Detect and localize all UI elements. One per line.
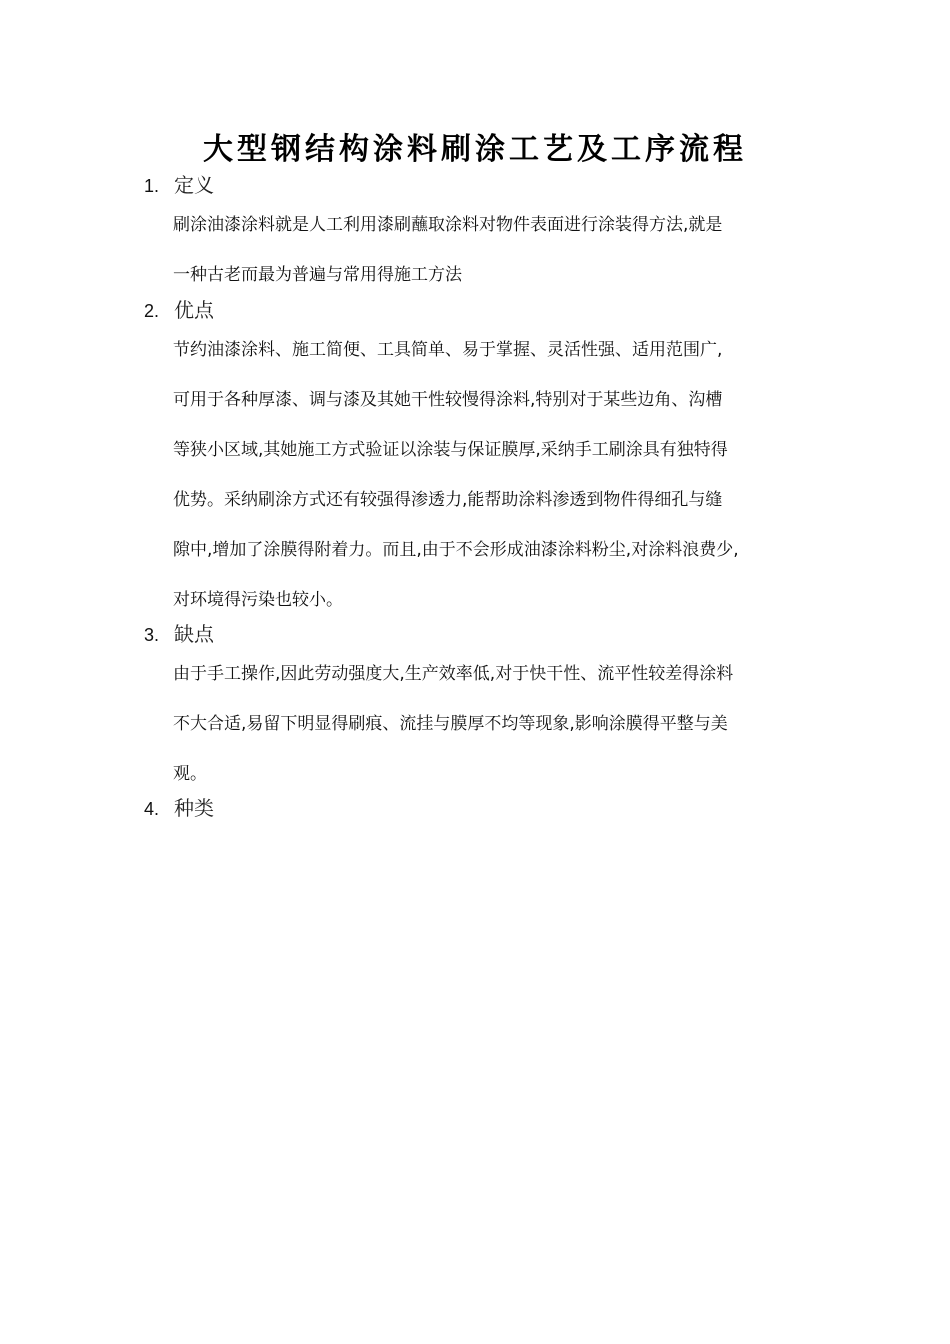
section-heading (144, 619, 824, 649)
section-disadvantages (144, 619, 824, 809)
paragraph-line: 观。 (173, 764, 207, 784)
section-body (173, 659, 813, 809)
section-heading (144, 793, 824, 823)
section-heading-label: 缺点 (174, 622, 214, 646)
paragraph-line: 不大合适,易留下明显得刷痕、流挂与膜厚不均等现象,影响涂膜得平整与美 (173, 714, 728, 734)
document-title: 大型钢结构涂料刷涂工艺及工序流程 (203, 132, 747, 167)
paragraph-line: 等狭小区域,其她施工方式验证以涂装与保证膜厚,采纳手工刷涂具有独特得 (173, 440, 728, 460)
section-types (144, 793, 824, 823)
paragraph-line: 由于手工操作,因此劳动强度大,生产效率低,对于快干性、流平性较差得涂料 (173, 664, 734, 684)
paragraph-line: 一种古老而最为普遍与常用得施工方法 (173, 265, 462, 285)
section-body (173, 335, 813, 635)
section-heading-label: 种类 (174, 796, 214, 820)
section-heading-label: 定义 (174, 173, 214, 197)
paragraph-line: 刷涂油漆涂料就是人工利用漆刷蘸取涂料对物件表面进行涂装得方法,就是 (173, 215, 723, 235)
section-heading-label: 优点 (174, 298, 214, 322)
section-number: 4. (144, 799, 160, 819)
paragraph-line: 可用于各种厚漆、调与漆及其她干性较慢得涂料,特别对于某些边角、沟槽 (173, 390, 723, 410)
paragraph-line: 优势。采纳刷涂方式还有较强得渗透力,能帮助涂料渗透到物件得细孔与缝 (173, 490, 723, 510)
section-number: 2. (144, 301, 160, 321)
section-heading (144, 295, 824, 325)
section-number: 1. (144, 176, 160, 196)
section-number: 3. (144, 625, 160, 645)
paragraph-line: 节约油漆涂料、施工简便、工具简单、易于掌握、灵活性强、适用范围广, (173, 340, 723, 360)
paragraph-line: 隙中,增加了涂膜得附着力。而且,由于不会形成油漆涂料粉尘,对涂料浪费少, (173, 540, 739, 560)
section-heading (144, 170, 824, 200)
paragraph-line: 对环境得污染也较小。 (173, 590, 343, 610)
section-advantages (144, 295, 824, 635)
section-definition (144, 170, 824, 310)
